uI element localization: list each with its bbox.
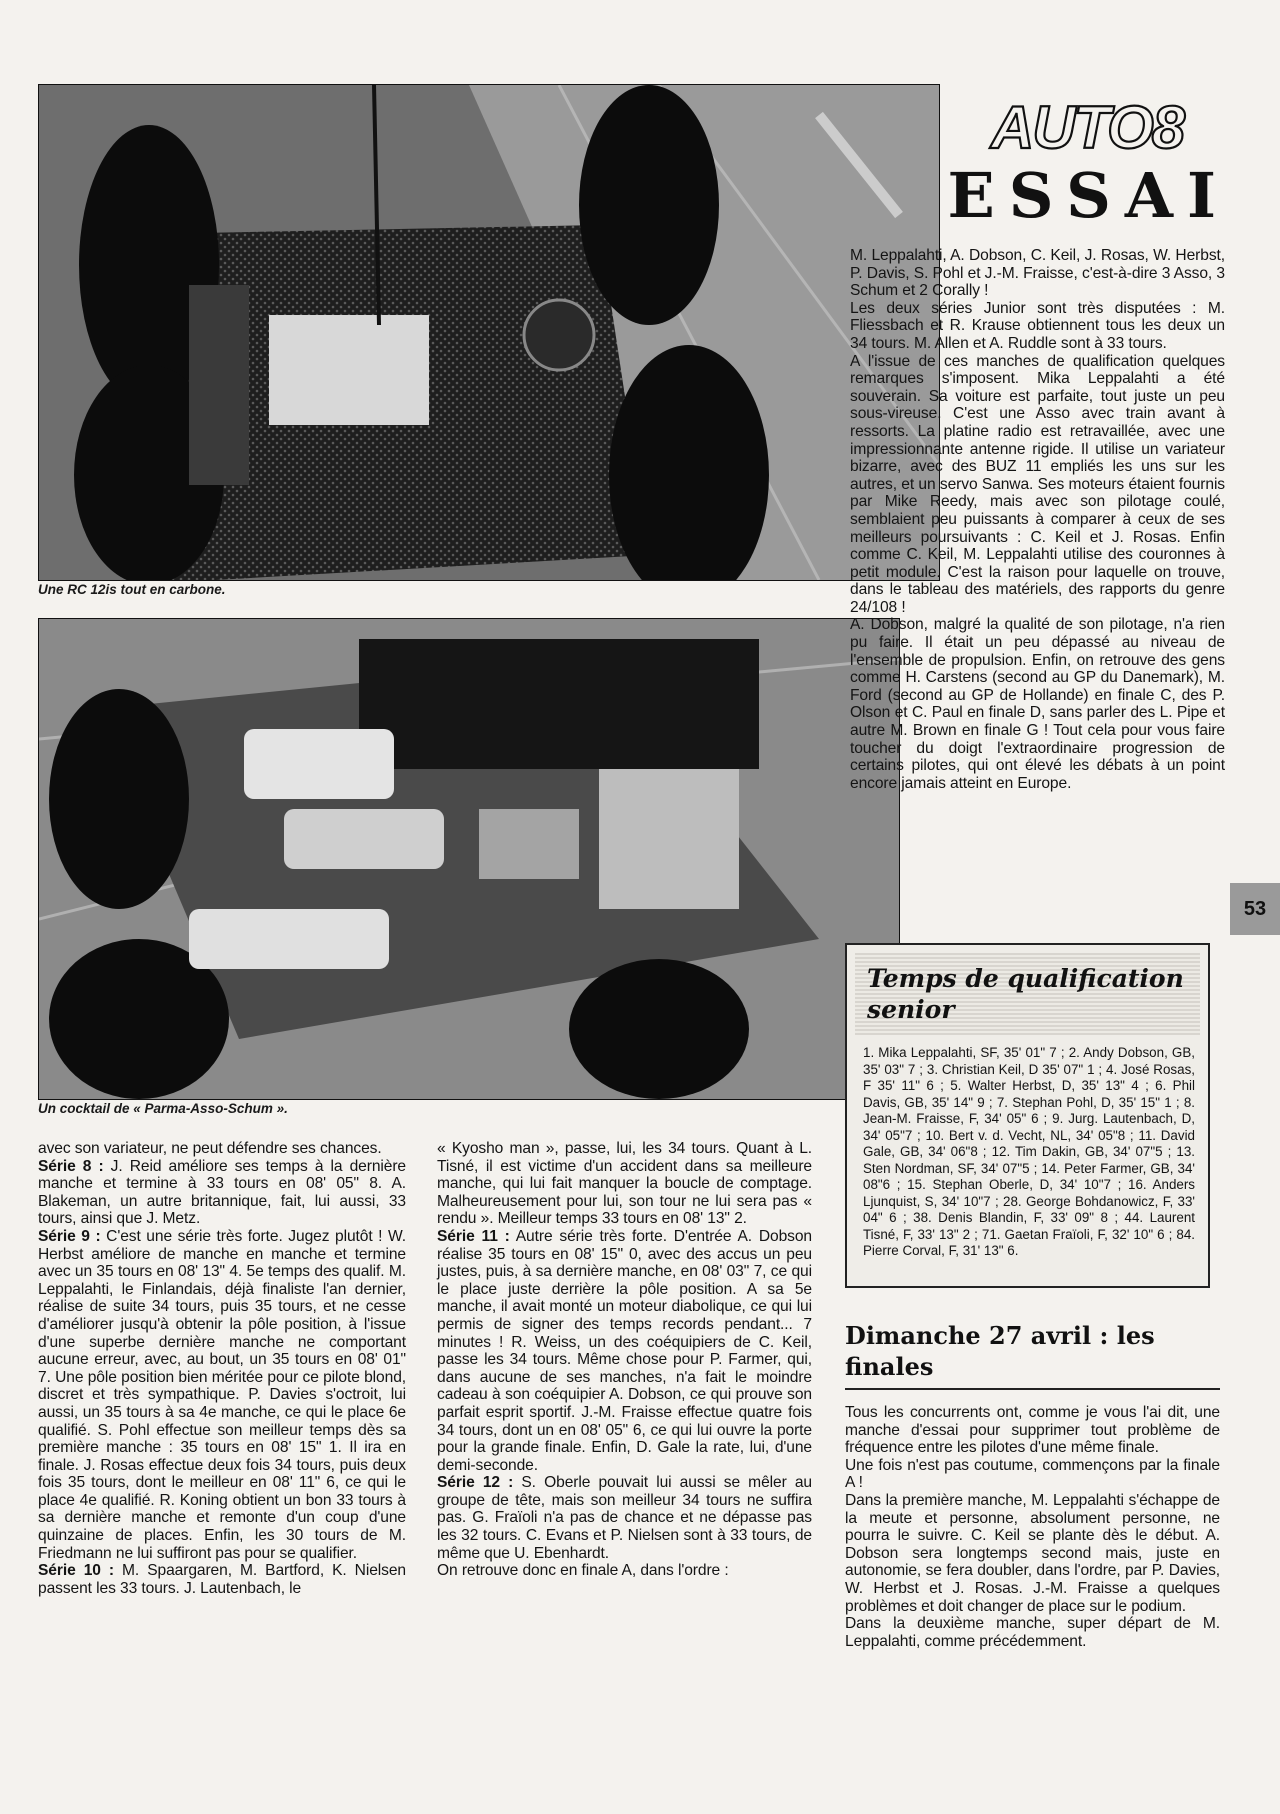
photo-cocktail-image xyxy=(39,619,899,1099)
paragraph xyxy=(38,1158,406,1228)
photo-parma-asso-schum xyxy=(38,618,900,1100)
middle-column xyxy=(437,1140,812,1580)
series-label: Série 8 : xyxy=(38,1157,104,1175)
series-label: Série 12 : xyxy=(437,1474,514,1492)
paragraph-text: Autre série très forte. D'entrée A. Dobson réalise 35 tours en 08' 15" 0, avec des accus un peu justes, puis, à sa dernière manche, en 08' 03" 7, ce qui le place juste derrière la pôle position. A sa 5e manche, il avait monté un moteur diabolique, ce qui lui permis de signer des temps records pendant... 7 minutes ! R. Weiss, un des coéquipiers de C. Keil, passe les 34 tours. Même chose pour P. Farmer, qui, dans aucune de ses manches, n'a fait le moindre cadeau à son coéquipier A. Dobson, ce qui prouve son parfait esprit sportif. J.-M. Fraisse effectue quatre fois 34 tours, dont un en 08' 05" 6, ce qui lui ouvre la porte pour la grande finale. Enfin, D. Gale la rate, lui, d'une demi-seconde. xyxy=(437,1227,812,1474)
finals-heading: Dimanche 27 avril : les finales xyxy=(845,1321,1155,1381)
finals-column xyxy=(845,1404,1220,1650)
paragraph-text: M. Spaargaren, M. Bartford, K. Nielsen passent les 33 tours. J. Lautenbach, le xyxy=(38,1562,406,1597)
series-label: Série 9 : xyxy=(38,1227,101,1245)
paragraph: Une fois n'est pas coutume, commençons par la finale A ! xyxy=(845,1456,1220,1492)
photo-rc12is-carbon xyxy=(38,84,940,581)
paragraph: A l'issue de ces manches de qualification quelques remarques s'imposent. Mika Leppalahti a été souverain. Sa voiture est parfaite, tout juste un peu sous-vireuse. C'est une Asso avec train avant à ressorts. La platine radio est retravaillée, avec une impressionnante antenne rigide. Il utilise un variateur bizarre, avec des BUZ 11 empliés les uns sur les autres, et un servo Sanwa. Ses moteurs étaient fournis par Mike Reedy, mais avec son pilotage coulé, semblaient peu puissants à comparer à ceux de ses meilleurs poursuivants : C. Keil et J. Rosas. Enfin comme C. Keil, M. Leppalahti utilise des couronnes à petit module. C'est la raison pour laquelle on trouve, dans le tableau des matériels, des rapports du genre 24/108 ! xyxy=(850,352,1225,616)
right-column-top xyxy=(850,247,1225,792)
auto8-logo xyxy=(965,92,1210,160)
top-photo-caption: Une RC 12is tout en carbone. xyxy=(38,582,226,597)
page-number: 53 xyxy=(1230,883,1280,935)
qualification-title: Temps de qualification senior xyxy=(867,964,1184,1024)
paragraph xyxy=(437,1474,812,1562)
paragraph: Tous les concurrents ont, comme je vous l'ai dit, une manche d'essai pour supprimer tout problème de fréquence entre les pilotes d'une même finale. xyxy=(845,1404,1220,1457)
left-column xyxy=(38,1140,406,1597)
qualification-results: 1. Mika Leppalahti, SF, 35' 01" 7 ; 2. Andy Dobson, GB, 35' 03" 7 ; 3. Christian Keil, D 35' 07" 1 ; 4. José Rosas, F 35' 11" 6 ; 5. Walter Herbst, D, 35' 13" 4 ; 6. Phil Davis, GB, 35' 14" 9 ; 7. Stephan Pohl, D, 35' 15" 1 ; 8. Jean-M. Fraisse, F, 34' 05" 6 ; 9. Jurg. Lautenbach, D, 34' 05"7 ; 10. Bert v. d. Vecht, NL, 34' 05"8 ; 11. David Gale, GB, 34' 06"8 ; 12. Tim Dakin, GB, 34' 07"5 ; 13. Sten Nordman, SF, 34' 07"5 ; 14. Peter Farmer, GB, 34' 08"6 ; 15. Stephan Oberle, D, 34' 10"7 ; 16. Anders Ljunquist, S, 34' 10"7 ; 28. George Bohdanowicz, F, 33' 04" 6 ; 38. Denis Blandin, F, 33' 09" 8 ; 44. Laurent Tisné, F, 33' 13" 2 ; 71. Gaetan Fraïoli, F, 32' 10" 6 ; 84. Pierre Corval, F, 31' 13" 6. xyxy=(863,1045,1195,1258)
paragraph-text: « Kyosho man », passe, lui, les 34 tours. Quant à L. Tisné, il est victime d'un accident dans sa meilleure manche, qui lui fait manquer la boucle de comptage. Malheureusement pour lui, son tour ne lui sera pas « rendu ». Meilleur temps 33 tours en 08' 13" 2. xyxy=(437,1140,812,1228)
paragraph-text: On retrouve donc en finale A, dans l'ordre : xyxy=(437,1562,729,1580)
paragraph: M. Leppalahti, A. Dobson, C. Keil, J. Rosas, W. Herbst, P. Davis, S. Pohl et J.-M. Fraisse, c'est-à-dire 3 Asso, 3 Schum et 2 Corally ! xyxy=(850,247,1225,300)
paragraph: Dans la deuxième manche, super départ de M. Leppalahti, comme précédemment. xyxy=(845,1615,1220,1650)
paragraph xyxy=(437,1562,812,1580)
qualification-box xyxy=(845,943,1210,1288)
series-label: Série 11 : xyxy=(437,1227,510,1245)
paragraph-text: J. Reid améliore ses temps à la dernière manche et termine à 33 tours en 08' 05" 8. A. Blakeman, un autre britannique, fait, lui aussi, 33 tours, ainsi que J. Metz. xyxy=(38,1157,406,1228)
paragraph xyxy=(38,1140,406,1158)
paragraph xyxy=(38,1562,406,1597)
paragraph xyxy=(38,1228,406,1562)
paragraph: A. Dobson, malgré la qualité de son pilotage, n'a rien pu faire. Il était un peu dépassé au niveau de l'ensemble de propulsion. Enfin, on retrouve des gens comme H. Carstens (second au GP du Danemark), M. Ford (second au GP de Hollande) en finale C, des P. Olson et C. Paul en finale D, sans parler des L. Pipe et autre M. Brown en finale G ! Tout cela pour vous faire toucher du doigt l'extraordinaire progression de certains pilotes, qui ont élevé les débats à un point encore jamais atteint en Europe. xyxy=(850,616,1225,792)
photo-rc12is-image xyxy=(39,85,939,580)
paragraph-text: S. Oberle pouvait lui aussi se mêler au groupe de tête, mais son meilleur 34 tours ne suffira pas. G. Fraïoli n'a pas de chance et ne dépasse pas les 32 tours. C. Evans et P. Nielsen sont à 33 tours, de même que U. Ebenhardt. xyxy=(437,1474,812,1562)
heading-rule xyxy=(845,1388,1220,1390)
paragraph: Les deux séries Junior sont très disputées : M. Fliessbach et R. Krause obtiennent tous les deux un 34 tours. M. Allen et A. Ruddle sont à 33 tours. xyxy=(850,299,1225,352)
paragraph-text: C'est une série très forte. Jugez plutôt ! W. Herbst améliore de manche en manche et termine avec un 35 tours en 08' 13" 4. 5e temps des qualif. M. Leppalahti, le Finlandais, déjà finaliste l'an dernier, réalise de suite 34 tours, puis 35 tours, et ne cesse d'améliorer jusqu'à obtenir la pôle position, à l'issue d'une superbe dernière manche ne comportant aucune erreur, avec, au bout, un 35 tours en 08' 01" 7. Une pôle position bien méritée pour ce pilote blond, discret et très sympathique. P. Davies s'octroit, lui aussi, un 35 tours à sa 4e manche, ce qui le place 6e qualifié. S. Pohl effectue son meilleur temps dès sa première manche : 35 tours en 08' 15" 1. Il ira en finale. J. Rosas effectue deux fois 34 tours, puis deux fois 35 tours, dont le meilleur en 08' 11" 6, ce qui le place 4e qualifié. R. Koning obtient un bon 33 tours à sa dernière manche et remonte d'un coup d'une quinzaine de places. Enfin, les 30 tours de M. Friedmann ne lui suffiront pas pour se qualifier. xyxy=(38,1227,407,1562)
paragraph-text: avec son variateur, ne peut défendre ses chances. xyxy=(38,1140,382,1157)
paragraph xyxy=(437,1228,812,1474)
series-label: Série 10 : xyxy=(38,1562,114,1580)
bottom-photo-caption: Un cocktail de « Parma-Asso-Schum ». xyxy=(38,1101,288,1116)
svg-text:AUTO8: AUTO8 xyxy=(990,94,1184,160)
section-essai: ESSAI xyxy=(947,159,1230,232)
paragraph xyxy=(437,1140,812,1228)
paragraph: Dans la première manche, M. Leppalahti s'échappe de la meute et personne, absolument personne, ne pourra le suivre. C. Keil se plante dès le début. A. Dobson sera longtemps second mais, juste en autonomie, se fera doubler, dans l'ordre, par P. Davies, W. Herbst et J. Rosas. J.-M. Fraisse a quelques problèmes et doit changer de place sur le podium. xyxy=(845,1491,1220,1615)
